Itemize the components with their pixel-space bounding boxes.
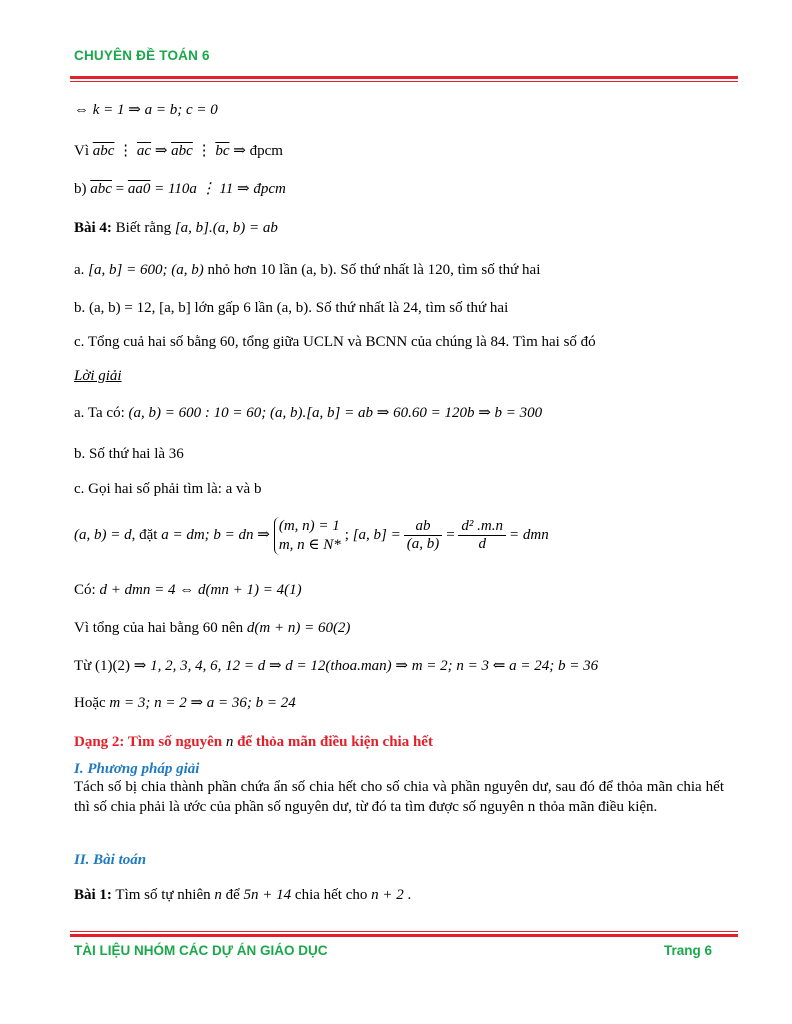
variable-n: n xyxy=(214,887,222,903)
loi-giai-heading: Lời giải xyxy=(74,368,122,384)
text: để thỏa mãn điều kiện chia hết xyxy=(233,734,433,750)
page-number: Trang 6 xyxy=(663,943,712,958)
text: để xyxy=(221,887,244,903)
formula: [a, b] = 600; (a, b) xyxy=(88,262,204,278)
solution-b: b. Số thứ hai là 36 xyxy=(74,446,184,462)
solution-a xyxy=(74,404,542,422)
line-k: ⇔ k = 1 ⇒ a = b; c = 0 xyxy=(74,102,218,118)
co-line xyxy=(74,581,302,599)
overline-bc: $\overline{bc}$ xyxy=(215,143,230,159)
formula: 5n + 14 xyxy=(243,887,292,903)
overline-abc: $\overline{abc}$ xyxy=(171,143,193,159)
equation-system xyxy=(274,517,341,555)
divides: ⋮ xyxy=(114,143,137,159)
solution-c: c. Gọi hai số phải tìm là: a và b xyxy=(74,481,262,497)
text: Có: xyxy=(74,582,100,598)
footer-left: TÀI LIỆU NHÓM CÁC DỰ ÁN GIÁO DỤC xyxy=(74,943,328,958)
equals: = xyxy=(111,181,128,197)
question-c: c. Tổng cuả hai số bằng 60, tổng giữa UCLN và BCNN của chúng là 84. Tìm hai số đó xyxy=(74,334,596,350)
formula: = 110a ⋮ 11 ⇒ đpcm xyxy=(150,181,286,197)
text: Vì xyxy=(74,143,93,159)
text: b) xyxy=(74,181,91,197)
formula: [a, b].(a, b) = ab xyxy=(174,220,278,236)
overline-aa0: aa0 xyxy=(127,181,151,197)
question-a xyxy=(74,261,540,279)
method-text: Tách số bị chia thành phần chứa ẩn số chia hết cho số chia và phần nguyên dư, sau đó để thỏa mãn chia hết thì số chia phải là ước của phần số nguyên dư, từ đó ta tìm được số nguyên n thỏa mãn điều kiện. xyxy=(74,779,724,815)
problems-heading: II. Bài toán xyxy=(74,852,147,868)
label: Bài 4: xyxy=(74,220,112,236)
header-title: CHUYÊN ĐỀ TOÁN 6 xyxy=(74,48,210,63)
formula: d(m + n) = 60(2) xyxy=(246,620,351,636)
semicolon: ; xyxy=(344,527,353,543)
formula: ⇒ 1, 2, 3, 4, 6, 12 = d ⇒ d = 12(thoa.man) ⇒ m = 2; n = 3 ⇐ a = 24; b = 36 xyxy=(133,658,599,674)
question-b: b. (a, b) = 12, [a, b] lớn gấp 6 lần (a, b). Số thứ nhất là 24, tìm số thứ hai xyxy=(74,300,509,316)
overline-abc: $\overline{abc}$ xyxy=(92,143,115,159)
text: Từ (1)(2) xyxy=(74,658,134,674)
header-rule-thin xyxy=(70,81,738,82)
formula: (a, b) = d xyxy=(74,527,132,543)
divides: ⋮ xyxy=(192,143,216,159)
text: Vì tổng của hai bằng 60 nên xyxy=(74,620,247,636)
text: Dạng 2: Tìm số nguyên xyxy=(74,734,226,750)
line-vi xyxy=(74,142,283,160)
vi-line xyxy=(74,619,350,637)
text: nhỏ hơn 10 lần (a, b). Số thứ nhất là 120, tìm số thứ hai xyxy=(203,262,541,278)
denominator: (a, b) xyxy=(406,536,440,553)
formula: d + dmn = 4 ⇔ d(mn + 1) = 4(1) xyxy=(99,582,302,598)
method-heading: I. Phương pháp giải xyxy=(74,761,200,777)
dang2-heading xyxy=(74,733,433,751)
text: ⇒ đpcm xyxy=(229,143,283,159)
bai4-heading xyxy=(74,219,278,237)
text: . xyxy=(403,887,412,903)
equals: = xyxy=(445,527,456,543)
tu-line xyxy=(74,657,598,675)
system-row: m, n ∈ N* xyxy=(278,536,341,553)
text: chia hết cho xyxy=(291,887,372,903)
system-line xyxy=(74,513,549,557)
fraction xyxy=(458,518,506,553)
text: a. Ta có: xyxy=(74,405,129,421)
fraction xyxy=(404,518,443,553)
system-row: (m, n) = 1 xyxy=(278,517,340,534)
label: Bài 1: xyxy=(74,887,112,903)
formula: a = dm; b = dn ⇒ xyxy=(161,527,270,543)
formula: [a, b] = xyxy=(352,527,401,543)
denominator: d xyxy=(478,536,486,553)
line-b xyxy=(74,180,286,198)
header-rule-thick xyxy=(70,76,738,79)
numerator: d² .m.n xyxy=(458,518,506,536)
bai1-line xyxy=(74,886,411,904)
formula: = dmn xyxy=(508,527,549,543)
numerator: ab xyxy=(404,518,443,536)
variable-n: n xyxy=(225,734,234,750)
hoac-line xyxy=(74,694,296,712)
text: Hoặc xyxy=(74,695,110,711)
text: Biết rằng xyxy=(111,220,175,236)
text: , đặt xyxy=(131,527,162,543)
footer-rule-thick xyxy=(70,934,738,937)
text: a. xyxy=(74,262,89,278)
footer-rule-thin xyxy=(70,931,738,932)
formula: m = 3; n = 2 ⇒ a = 36; b = 24 xyxy=(109,695,296,711)
formula: n + 2 xyxy=(371,887,404,903)
overline-abc: $\overline{abc}$ xyxy=(90,181,112,197)
overline-ac: $\overline{ac}$ xyxy=(136,143,152,159)
text: Tìm số tự nhiên xyxy=(111,887,215,903)
formula: (a, b) = 600 : 10 = 60; (a, b).[a, b] = ab ⇒ 60.60 = 120b ⇒ b = 300 xyxy=(128,405,543,421)
implies: ⇒ xyxy=(151,143,172,159)
